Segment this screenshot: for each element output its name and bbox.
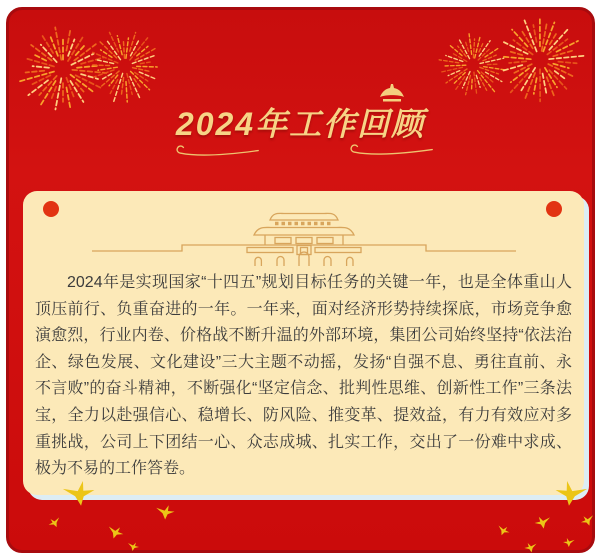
cloud-scroll-icon-left [172, 142, 260, 160]
fireworks-icon [86, 27, 164, 105]
red-pin-dot-right [546, 201, 562, 217]
content-card [23, 191, 584, 495]
fireworks-icon [494, 14, 586, 106]
dove-icon [524, 543, 536, 552]
dove-icon [535, 517, 550, 529]
red-banner-panel [6, 7, 595, 553]
dove-icon [156, 505, 175, 521]
dove-icon [497, 525, 511, 537]
red-pin-dot-left [43, 201, 59, 217]
banner-title: 2024年工作回顾 [9, 104, 592, 144]
review-paragraph: 2024年是实现国家“十四五”规划目标任务的关键一年，也是全体重山人顶压前行、负重奋进的一年。一年来，面对经济形势持续探底，市场竞争愈演愈烈，行业内卷、价格战不断升温的外部环境，集团公司始终坚持“依法治企、绿色发展、文化建设”三大主题不动摇，发扬“自强不息、勇往直前、永不言败”的奋斗精神，不断强化“坚定信念、批判性思维、创新性工作”三条法宝，全力以赴强信心、稳增长、防风险、推变革、提效益，有力有效应对多重挑战，公司上下团结一心、众志成城、扎实工作，交出了一份难中求成、极为不易的工作答卷。 [35, 270, 572, 483]
dove-icon [107, 526, 124, 540]
cloud-scroll-icon-right [346, 141, 434, 159]
dove-icon [128, 543, 139, 552]
pagoda-icon [377, 84, 407, 104]
dove-icon [580, 515, 595, 527]
dove-icon [47, 517, 61, 529]
dove-icon [562, 538, 574, 548]
tiananmen-gate-icon [89, 204, 519, 268]
